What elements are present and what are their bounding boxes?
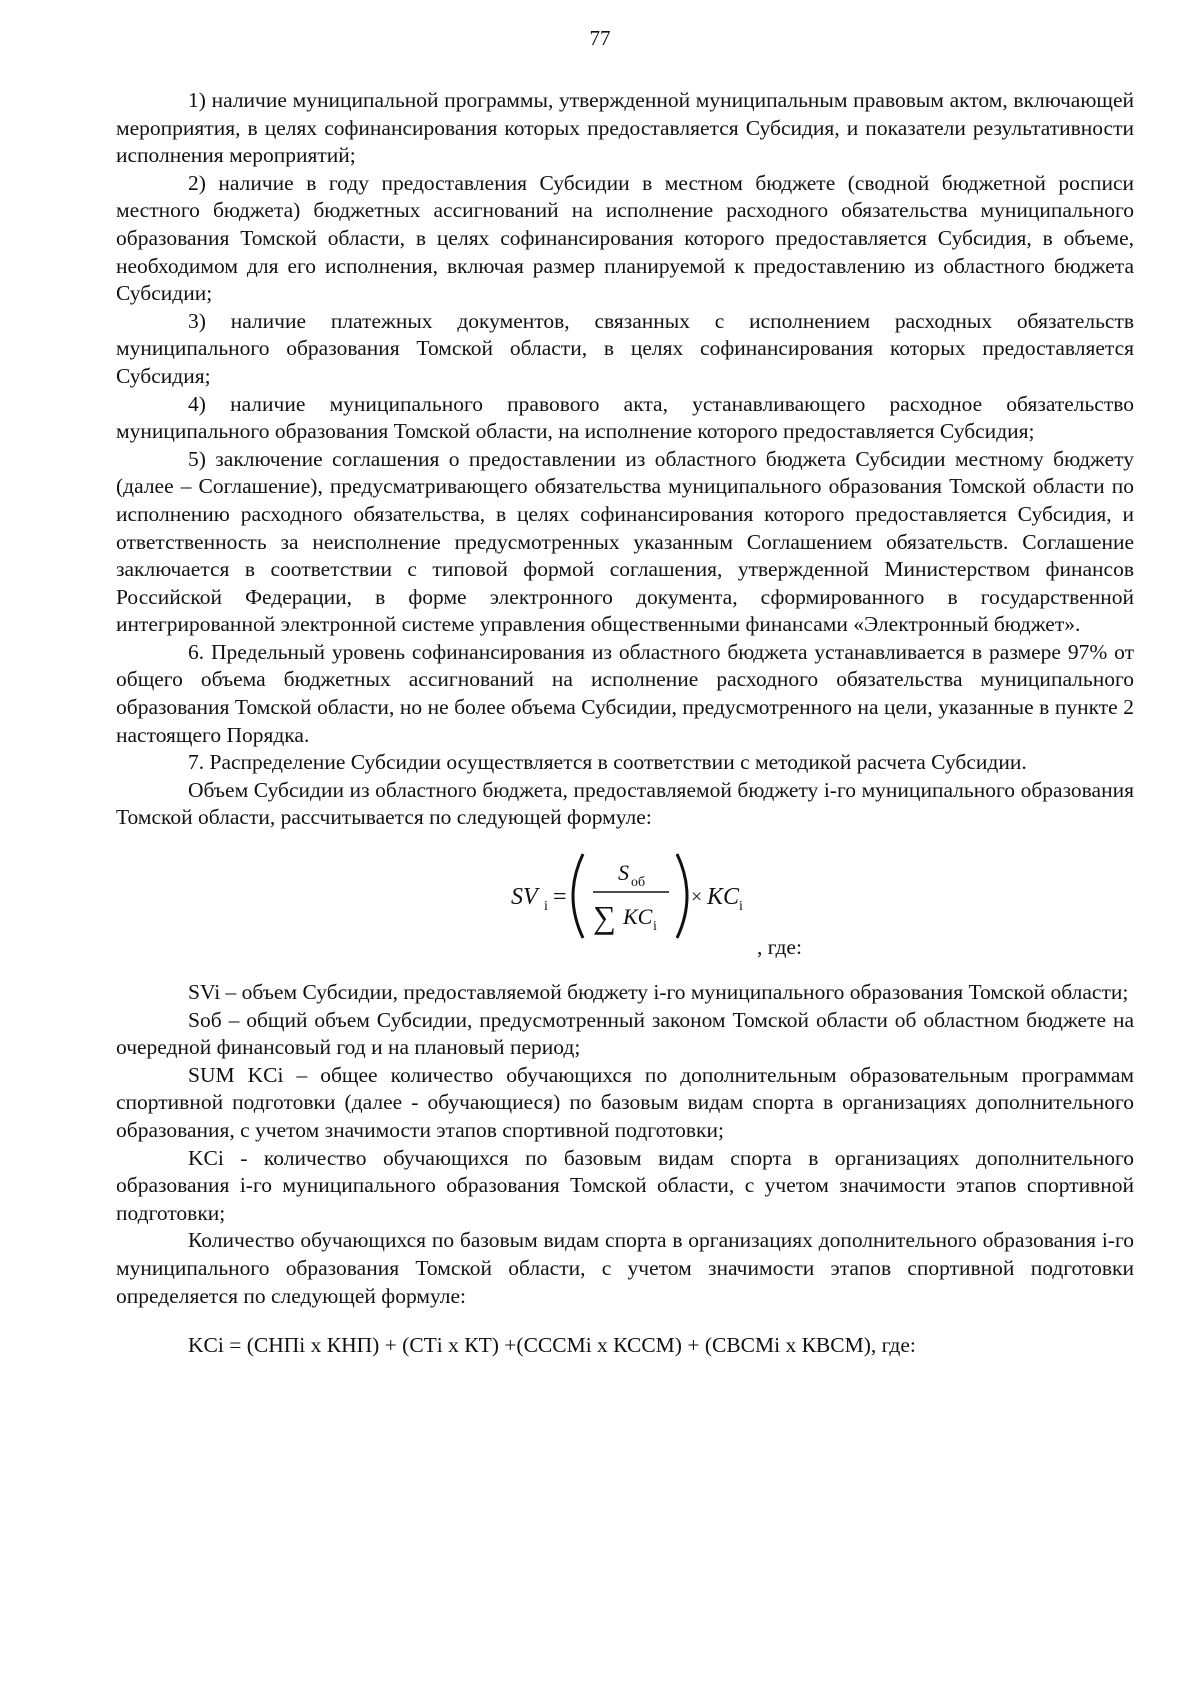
paragraph: 4) наличие муниципального правового акта, устанавливающего расходное обязательство муниципального образования Томской области, на исполнение которого предоставляется Субсидия; xyxy=(116,391,1134,444)
definition-paragraph: SVi – объем Субсидии, предоставляемой бюджету i-го муниципального образования Томской области; xyxy=(188,980,1129,1005)
definition-paragraph: Sоб – общий объем Субсидии, предусмотренный законом Томской области об областном бюджете на очередной финансовый год и на плановый период; xyxy=(116,1007,1134,1060)
right-paren xyxy=(677,854,687,938)
sum-symbol: ∑ xyxy=(593,899,616,936)
paragraph: 3) наличие платежных документов, связанных с исполнением расходных обязательств муниципального образования Томской области, в целях софинансирования которых предоставляется Субсидия; xyxy=(116,308,1134,388)
subsidy-formula xyxy=(116,846,1134,979)
formula-where-label: , где: xyxy=(757,935,802,960)
definition-paragraph: KCi - количество обучающихся по базовым видам спорта в организациях дополнительного образования i-го муниципального образования Томской области, с учетом значимости этапов спортивной подготовки; xyxy=(116,1145,1134,1225)
times-symbol: × xyxy=(691,886,703,909)
left-paren xyxy=(573,854,583,938)
page-number: 77 xyxy=(589,26,611,50)
formula-numerator: S xyxy=(618,860,629,886)
paragraph: 1) наличие муниципальной программы, утвержденной муниципальным правовым актом, включающей мероприятия, в целях софинансирования которых предоставляется Субсидия, и показатели результативности исполнения мероприятий; xyxy=(116,88,1134,168)
document-body xyxy=(116,87,1134,1360)
formula-denominator: KC xyxy=(623,904,653,930)
formula-denominator-sub: i xyxy=(653,919,657,935)
paragraph: 6. Предельный уровень софинансирования из областного бюджета устанавливается в размере 97% от общего объема бюджетных ассигнований на исполнение расходного обязательства муниципального образования Томской области, но не более объема Субсидии, предусмотренного на цели, указанные в пункте 2 настоящего Порядка. xyxy=(116,639,1134,747)
formula-expression xyxy=(511,846,851,946)
paragraph: Объем Субсидии из областного бюджета, предоставляемой бюджету i-го муниципального образования Томской области, рассчитывается по следующей формуле: xyxy=(116,777,1134,830)
paragraph: 7. Распределение Субсидии осуществляется в соответствии с методикой расчета Субсидии. xyxy=(188,750,1027,775)
definition-paragraph: Количество обучающихся по базовым видам спорта в организациях дополнительного образования i-го муниципального образования Томской области, с учетом значимости этапов спортивной подготовки определяется по следующей формуле: xyxy=(116,1228,1134,1308)
formula-numerator-sub: об xyxy=(631,875,646,891)
paragraph: 2) наличие в году предоставления Субсидии в местном бюджете (сводной бюджетной росписи местного бюджета) бюджетных ассигнований на исполнение расходного обязательства муниципального образования Томской области, в целях софинансирования которого предоставляется Субсидия, в объеме, необходимом для его исполнения, включая размер планируемой к предоставлению из областного бюджета Субсидии; xyxy=(116,170,1134,306)
kci-formula: KCi = (СНПi x КНП) + (СТi x КТ) +(СССМi x КССМ) + (СВСМi x КВСМ), где: xyxy=(188,1333,916,1358)
formula-rhs: KC xyxy=(707,884,740,911)
formula-rhs-sub: i xyxy=(739,899,743,915)
formula-equals: = xyxy=(553,884,567,911)
formula-lhs-sub: i xyxy=(544,899,548,915)
formula-lhs: SV xyxy=(511,884,538,911)
definition-paragraph: SUM KCi – общее количество обучающихся по дополнительным образовательным программам спортивной подготовки (далее - обучающиеся) по базовым видам спорта в организациях дополнительного образования, с учетом значимости этапов спортивной подготовки; xyxy=(116,1062,1134,1142)
paragraph: 5) заключение соглашения о предоставлении из областного бюджета Субсидии местному бюджету (далее – Соглашение), предусматривающего обязательства муниципального образования Томской области по исполнению расходного обязательства, в целях софинансирования которого предоставляется Субсидия, и ответственность за неисполнение предусмотренных указанным Соглашением обязательств. Соглашение заключается в соответствии с типовой формой соглашения, утвержденной Министерством финансов Российской Федерации, в форме электронного документа, сформированного в государственной интегрированной электронной системе управления общественными финансами «Электронный бюджет». xyxy=(116,446,1134,637)
